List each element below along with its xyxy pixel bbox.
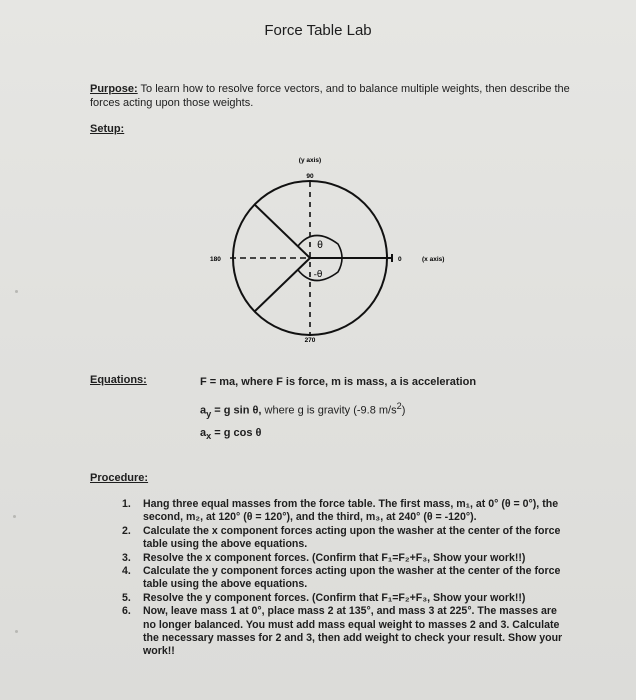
equation-force bbox=[200, 376, 476, 388]
purpose-text: To learn how to resolve force vectors, and to balance multiple weights, then describe the forces acting upon those weights. bbox=[90, 83, 570, 109]
setup-label: Setup: bbox=[90, 123, 125, 135]
step-number: 2. bbox=[122, 524, 131, 537]
step-text: Now, leave mass 1 at 0°, place mass 2 at 135°, and mass 3 at 225°. The masses are no longer balanced. You must add mass equal weight to masses 2 and 3. Calculate the necessary masses for 2 and 3, then add weight to check your result. Show your work!! bbox=[143, 605, 563, 658]
procedure-label: Procedure: bbox=[90, 472, 149, 484]
equations-label: Equations: bbox=[90, 374, 147, 386]
neg-theta-label: -θ bbox=[313, 270, 323, 280]
paper-speck bbox=[15, 630, 18, 633]
procedure-steps bbox=[122, 498, 572, 659]
paper-speck bbox=[15, 290, 18, 293]
step-text: Resolve the y component forces. (Confirm that F₁=F₂+F₃, Show your work!!) bbox=[143, 591, 526, 604]
paper-speck bbox=[13, 515, 16, 518]
equation-ay-symbol: a bbox=[200, 404, 207, 417]
equation-ay-subscript: y bbox=[206, 408, 212, 419]
theta-label: θ bbox=[317, 240, 323, 251]
x-axis-label: (x axis) bbox=[422, 256, 445, 263]
equation-ay-body: = g sin θ, bbox=[211, 404, 265, 417]
equation-ay-superscript: 2 bbox=[396, 401, 402, 411]
procedure-heading bbox=[90, 472, 148, 484]
step-number: 1. bbox=[122, 498, 131, 510]
procedure-step bbox=[122, 498, 572, 525]
procedure-step bbox=[122, 525, 572, 552]
force-table-diagram bbox=[190, 150, 450, 350]
equations-heading bbox=[90, 374, 147, 386]
equation-ay-note: where g is gravity (-9.8 m/s bbox=[264, 404, 397, 417]
angle-0-label: 0 bbox=[398, 256, 402, 263]
purpose-paragraph bbox=[90, 82, 590, 110]
procedure-step bbox=[122, 565, 572, 592]
equation-ay bbox=[200, 401, 405, 419]
angle-180-label: 180 bbox=[210, 256, 221, 263]
equation-ax-subscript: x bbox=[206, 431, 212, 442]
step-number: 5. bbox=[122, 591, 131, 604]
equation-ax bbox=[200, 427, 262, 441]
step-number: 3. bbox=[122, 551, 131, 564]
angle-90-label: 90 bbox=[306, 173, 314, 180]
step-text: Hang three equal masses from the force table. The first mass, m₁, at 0° (θ = 0°), the second, m₂, at 120° (θ = 120°), and the third, m₃, at 240° (θ = -120°). bbox=[143, 498, 559, 524]
y-axis-label: (y axis) bbox=[298, 157, 322, 164]
procedure-step bbox=[122, 605, 572, 659]
step-number: 6. bbox=[122, 605, 131, 618]
angle-270-label: 270 bbox=[304, 337, 316, 344]
step-text: Calculate the y component forces acting upon the washer at the center of the force table using the above equations. bbox=[143, 565, 561, 591]
step-number: 4. bbox=[122, 565, 131, 578]
step-text: Resolve the x component forces. (Confirm that F₁=F₂+F₃, Show your work!!) bbox=[143, 551, 526, 564]
step-text: Calculate the x component forces acting upon the washer at the center of the force table using the above equations. bbox=[143, 524, 561, 551]
procedure-step bbox=[122, 552, 572, 565]
string-m3 bbox=[254, 258, 310, 312]
equation-ay-close: ) bbox=[401, 404, 406, 417]
string-m2 bbox=[254, 204, 310, 258]
procedure-step bbox=[122, 592, 572, 605]
equation-ax-symbol: a bbox=[200, 427, 207, 439]
equation-ax-body: = g cos θ bbox=[211, 427, 262, 439]
equation-force-text: F = ma, where F is force, m is mass, a is acceleration bbox=[200, 376, 477, 388]
page-title: Force Table Lab bbox=[264, 22, 372, 39]
purpose-label: Purpose: bbox=[90, 83, 138, 95]
setup-heading bbox=[90, 123, 124, 135]
